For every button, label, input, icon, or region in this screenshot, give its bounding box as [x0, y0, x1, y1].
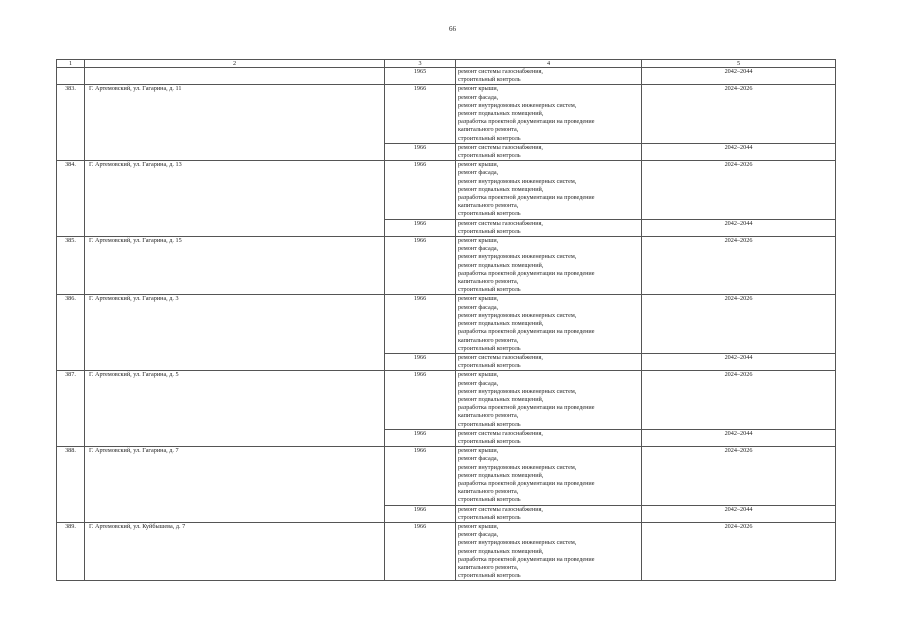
- work-line: строительный контроль: [458, 572, 521, 580]
- period-cell: 2042–2044: [642, 429, 836, 446]
- work-line: разработка проектной документации на проведение: [458, 328, 595, 336]
- work-line: ремонт системы газоснабжения,: [458, 429, 543, 437]
- year-cell: 1966: [385, 353, 456, 370]
- work-line: ремонт фасада,: [458, 93, 499, 101]
- period-cell: 2024–2026: [642, 237, 836, 295]
- work-line: ремонт системы газоснабжения,: [458, 143, 543, 151]
- work-line: строительный контроль: [458, 210, 521, 218]
- capital-repair-table: [56, 59, 836, 581]
- work-line: разработка проектной документации на проведение: [458, 479, 595, 487]
- work-line: разработка проектной документации на проведение: [458, 118, 595, 126]
- work-line: разработка проектной документации на проведение: [458, 269, 595, 277]
- year-cell: 1966: [385, 219, 456, 236]
- period-cell: 2024–2026: [642, 295, 836, 353]
- works-cell: [456, 371, 642, 429]
- year-cell: 1966: [385, 447, 456, 505]
- work-line: ремонт внутридомовых инженерных систем,: [458, 463, 577, 471]
- column-header-2: 2: [85, 60, 385, 68]
- work-line: ремонт подвальных помещений,: [458, 547, 544, 555]
- work-line: ремонт крыши,: [458, 522, 499, 530]
- address-cell: Г. Артемовский, ул. Гагарина, д. 5: [85, 371, 385, 447]
- work-line: строительный контроль: [458, 513, 521, 521]
- work-line: капитального ремонта,: [458, 126, 519, 134]
- works-cell: [456, 161, 642, 219]
- row-number-cell: 388.: [57, 447, 85, 523]
- work-line: ремонт крыши,: [458, 447, 499, 455]
- address-cell: [85, 68, 385, 85]
- works-cell: [456, 237, 642, 295]
- work-line: капитального ремонта,: [458, 278, 519, 286]
- work-line: строительный контроль: [458, 437, 521, 445]
- year-cell: 1966: [385, 143, 456, 160]
- row-number-cell: 385.: [57, 237, 85, 295]
- address-cell: Г. Артемовский, ул. Гагарина, д. 3: [85, 295, 385, 371]
- year-cell: 1966: [385, 295, 456, 353]
- table-row: [57, 371, 836, 429]
- works-cell: [456, 505, 642, 522]
- work-line: ремонт фасада,: [458, 303, 499, 311]
- address-cell: Г. Артемовский, ул. Гагарина, д. 7: [85, 447, 385, 523]
- work-line: ремонт подвальных помещений,: [458, 395, 544, 403]
- period-cell: 2024–2026: [642, 161, 836, 219]
- year-cell: 1966: [385, 429, 456, 446]
- year-cell: 1965: [385, 68, 456, 85]
- work-line: ремонт подвальных помещений,: [458, 471, 544, 479]
- row-number-cell: 387.: [57, 371, 85, 447]
- works-cell: [456, 68, 642, 85]
- work-line: ремонт фасада,: [458, 455, 499, 463]
- work-line: ремонт крыши,: [458, 295, 499, 303]
- work-line: ремонт фасада,: [458, 531, 499, 539]
- column-header-5: 5: [642, 60, 836, 68]
- table-header-row: [57, 60, 836, 68]
- table-row: [57, 295, 836, 353]
- column-header-1: 1: [57, 60, 85, 68]
- year-cell: 1966: [385, 522, 456, 580]
- work-line: ремонт крыши,: [458, 161, 499, 169]
- address-cell: Г. Артемовский, ул. Гагарина, д. 15: [85, 237, 385, 295]
- work-line: ремонт подвальных помещений,: [458, 261, 544, 269]
- work-line: строительный контроль: [458, 362, 521, 370]
- work-line: строительный контроль: [458, 152, 521, 160]
- work-line: капитального ремонта,: [458, 488, 519, 496]
- work-line: ремонт внутридомовых инженерных систем,: [458, 253, 577, 261]
- row-number-cell: 383.: [57, 85, 85, 161]
- period-cell: 2042–2044: [642, 219, 836, 236]
- work-line: ремонт внутридомовых инженерных систем,: [458, 311, 577, 319]
- work-line: ремонт системы газоснабжения,: [458, 219, 543, 227]
- year-cell: 1966: [385, 237, 456, 295]
- continuation-row: [57, 68, 836, 85]
- work-line: строительный контроль: [458, 227, 521, 235]
- work-line: разработка проектной документации на проведение: [458, 194, 595, 202]
- work-line: ремонт фасада,: [458, 379, 499, 387]
- work-line: ремонт системы газоснабжения,: [458, 505, 543, 513]
- work-line: капитального ремонта,: [458, 202, 519, 210]
- work-line: ремонт фасада,: [458, 245, 499, 253]
- work-line: разработка проектной документации на проведение: [458, 555, 595, 563]
- works-cell: [456, 295, 642, 353]
- period-cell: 2024–2026: [642, 522, 836, 580]
- year-cell: 1966: [385, 371, 456, 429]
- work-line: ремонт крыши,: [458, 371, 499, 379]
- work-line: ремонт крыши,: [458, 85, 499, 93]
- work-line: ремонт внутридомовых инженерных систем,: [458, 177, 577, 185]
- table-row: [57, 447, 836, 505]
- work-line: капитального ремонта,: [458, 336, 519, 344]
- table-row: [57, 522, 836, 580]
- work-line: строительный контроль: [458, 76, 521, 84]
- work-line: ремонт внутридомовых инженерных систем,: [458, 387, 577, 395]
- row-number-cell: 389.: [57, 522, 85, 580]
- work-line: ремонт системы газоснабжения,: [458, 68, 543, 75]
- works-cell: [456, 522, 642, 580]
- address-cell: Г. Артемовский, ул. Гагарина, д. 13: [85, 161, 385, 237]
- period-cell: 2042–2044: [642, 505, 836, 522]
- work-line: разработка проектной документации на проведение: [458, 404, 595, 412]
- work-line: строительный контроль: [458, 420, 521, 428]
- work-line: ремонт внутридомовых инженерных систем,: [458, 539, 577, 547]
- page-number: 66: [449, 25, 456, 33]
- row-number-cell: 384.: [57, 161, 85, 237]
- work-line: строительный контроль: [458, 344, 521, 352]
- table-row: [57, 85, 836, 143]
- row-number-cell: [57, 68, 85, 85]
- column-header-3: 3: [385, 60, 456, 68]
- address-cell: Г. Артемовский, ул. Куйбышева, д. 7: [85, 522, 385, 580]
- column-header-4: 4: [456, 60, 642, 68]
- works-cell: [456, 353, 642, 370]
- table-row: [57, 161, 836, 219]
- works-cell: [456, 85, 642, 143]
- row-number-cell: 386.: [57, 295, 85, 371]
- works-cell: [456, 447, 642, 505]
- work-line: строительный контроль: [458, 134, 521, 142]
- year-cell: 1966: [385, 505, 456, 522]
- work-line: строительный контроль: [458, 496, 521, 504]
- period-cell: 2042–2044: [642, 143, 836, 160]
- year-cell: 1966: [385, 161, 456, 219]
- work-line: ремонт подвальных помещений,: [458, 185, 544, 193]
- work-line: ремонт крыши,: [458, 237, 499, 245]
- period-cell: 2042–2044: [642, 68, 836, 85]
- work-line: ремонт системы газоснабжения,: [458, 353, 543, 361]
- work-line: ремонт внутридомовых инженерных систем,: [458, 101, 577, 109]
- work-line: ремонт подвальных помещений,: [458, 320, 544, 328]
- address-cell: Г. Артемовский, ул. Гагарина, д. 11: [85, 85, 385, 161]
- table-row: [57, 237, 836, 295]
- work-line: ремонт подвальных помещений,: [458, 110, 544, 118]
- works-cell: [456, 219, 642, 236]
- work-line: ремонт фасада,: [458, 169, 499, 177]
- period-cell: 2042–2044: [642, 353, 836, 370]
- work-line: строительный контроль: [458, 286, 521, 294]
- works-cell: [456, 429, 642, 446]
- period-cell: 2024–2026: [642, 85, 836, 143]
- work-line: капитального ремонта,: [458, 563, 519, 571]
- year-cell: 1966: [385, 85, 456, 143]
- table-body: [57, 60, 836, 581]
- work-line: капитального ремонта,: [458, 412, 519, 420]
- period-cell: 2024–2026: [642, 371, 836, 429]
- period-cell: 2024–2026: [642, 447, 836, 505]
- works-cell: [456, 143, 642, 160]
